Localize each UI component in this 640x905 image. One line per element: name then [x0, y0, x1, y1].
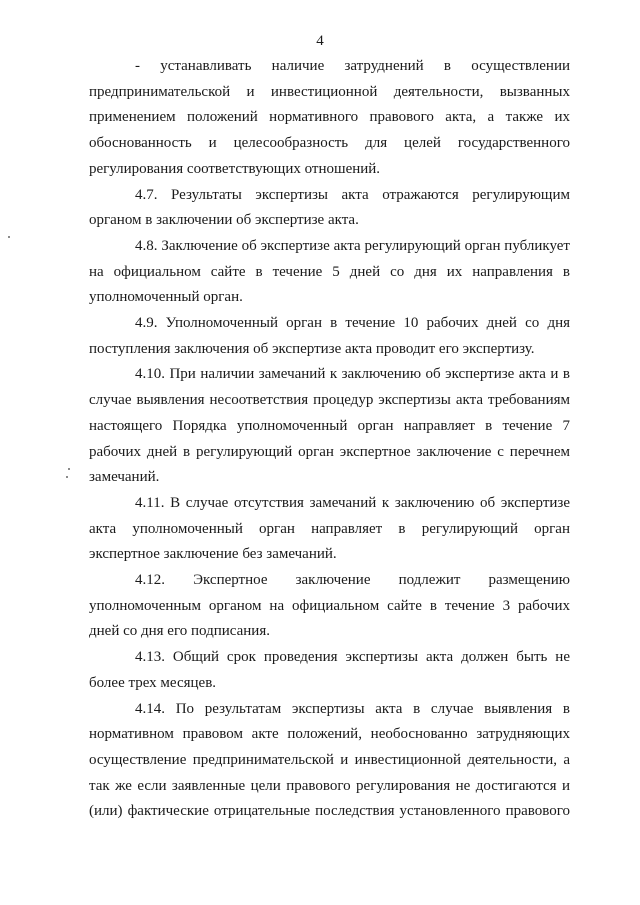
- paragraph-4-7: 4.7. Результаты экспертизы акта отражаются регулирующим органом в заключении об экспертизе акта.: [89, 186, 570, 229]
- paragraph-4-10: 4.10. При наличии замечаний к заключению об экспертизе акта и в случае выявления несоответствия процедур экспертизы акта требованиям настоящего Порядка уполномоченный орган направляет в течение 7 рабочих дней в регулирующий орган экспертное заключение с перечнем замечаний.: [89, 366, 570, 486]
- paragraph-4-14: 4.14. По результатам экспертизы акта в случае выявления в нормативном правовом акте положений, необоснованно затрудняющих осуществление предпринимательской и инвестиционной деятельности, а так же если заявленные цели правового регулирования не достигаются и (или) фактические отрицательные последствия установленного правового: [89, 700, 570, 820]
- scan-speck: [68, 468, 70, 470]
- paragraph-4-11: 4.11. В случае отсутствия замечаний к заключению об экспертизе акта уполномоченный орган направляет в регулирующий орган экспертное заключение без замечаний.: [89, 494, 570, 563]
- paragraph-criteria-item: - устанавливать наличие затруднений в осуществлении предпринимательской и инвестиционной деятельности, вызванных применением положений нормативного правового акта, а также их обоснованность и целесообразность для целей государственного регулирования соответствующих отношений.: [89, 58, 570, 177]
- scan-speck: [66, 476, 68, 478]
- paragraph-4-9: 4.9. Уполномоченный орган в течение 10 рабочих дней со дня поступления заключения об экспертизе акта проводит его экспертизу.: [89, 315, 570, 357]
- page-number: 4: [316, 33, 324, 49]
- scan-speck: [8, 236, 10, 238]
- document-body: [89, 54, 570, 825]
- paragraph-4-12: 4.12. Экспертное заключение подлежит размещению уполномоченным органом на официальном сайте в течение 3 рабочих дней со дня его подписания.: [89, 572, 570, 640]
- paragraph-4-8: 4.8. Заключение об экспертизе акта регулирующий орган публикует на официальном сайте в течение 5 дней со дня их направления в уполномоченный орган.: [89, 237, 570, 306]
- paragraph-4-13: 4.13. Общий срок проведения экспертизы акта должен быть не более трех месяцев.: [89, 649, 570, 691]
